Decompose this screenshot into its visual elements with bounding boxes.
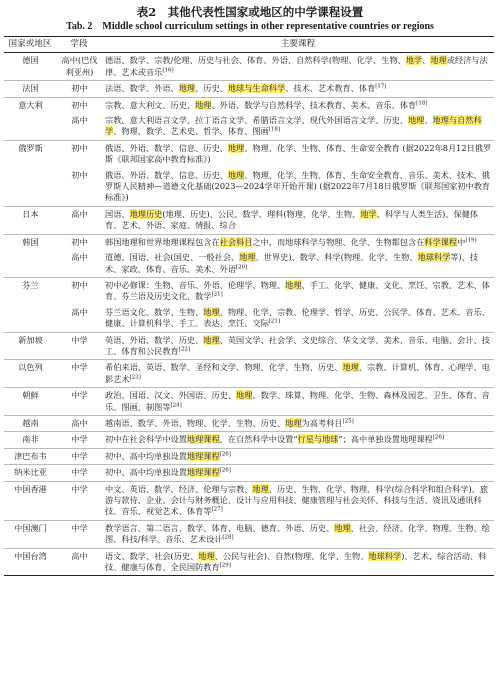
header-stage: 学段 <box>56 37 102 53</box>
citation-ref: [16] <box>162 67 174 74</box>
row-courses <box>102 206 494 234</box>
row-courses <box>102 481 494 520</box>
course-text: 、公民与社会)、自然(物理、化学、生物、 <box>214 550 369 561</box>
table-row <box>4 234 494 250</box>
course-text: 、社会、经济、化学、物理、生物、绘图、科技/科学、音乐、艺术设计 <box>105 522 490 545</box>
table-row <box>4 465 494 481</box>
curriculum-table <box>4 36 494 576</box>
row-stage: 高中(巴伐利亚州) <box>56 53 102 81</box>
course-text: 宗教、意大利语言文学、拉丁语言文学、希腊语言文学、现代外国语言文学、历史、 <box>105 115 408 126</box>
citation-ref: [19] <box>465 236 477 243</box>
row-stage: 高中 <box>71 306 88 317</box>
row-courses <box>102 332 494 360</box>
course-text: 、物理、化学、生物、体育、生命安全教育、音乐、美术、技术、俄罗斯人民精神—道德文化基础(2023—2024学年开始开课) (据2022年7月18日俄罗斯《联邦国家初中教育标准》) <box>105 169 491 203</box>
citation-ref: [26] <box>219 451 231 458</box>
row-country: 津巴布韦 <box>4 448 56 464</box>
row-country: 德国 <box>4 53 56 81</box>
row-country <box>4 113 56 140</box>
table-title-en: Tab. 2 Middle school curriculum settings in other representative countries or regions <box>66 21 434 32</box>
row-stage: 高中 <box>56 415 102 431</box>
table-row <box>4 168 494 207</box>
table-row <box>4 520 494 548</box>
citation-ref: [18] <box>268 126 281 133</box>
row-stage: 中学 <box>56 332 102 360</box>
row-country: 中国香港 <box>4 481 56 520</box>
citation-ref: [21] <box>211 291 223 298</box>
course-text: 初中、高中均单独设置 <box>105 450 187 461</box>
header-country: 国家或地区 <box>4 37 56 53</box>
table-row <box>4 250 494 277</box>
course-text: 、 <box>422 55 431 66</box>
row-courses <box>102 81 494 97</box>
row-country: 意大利 <box>4 97 56 113</box>
citation-ref: [25] <box>342 418 354 425</box>
row-courses <box>102 548 494 576</box>
course-text: 中 <box>457 236 466 247</box>
course-text: 、世界史)、数学、科学(物理、化学、生物、 <box>255 252 418 263</box>
highlighted-term: 社会科目 <box>219 236 253 247</box>
row-stage: 中学 <box>56 360 102 388</box>
course-text: 等)、技术、家政、体育、音乐、美术、外语 <box>105 252 479 274</box>
course-text: )、艺术、综合活动、科技、健康与体育、全民国防教育 <box>105 550 487 573</box>
row-country: 中国台湾 <box>4 548 56 576</box>
row-country: 俄罗斯 <box>4 140 56 167</box>
course-text: 、科学与人类生活)、保健体育、艺术、外语、家庭、情报、综合 <box>105 208 479 231</box>
row-country: 越南 <box>4 415 56 431</box>
table-row <box>4 415 494 431</box>
highlighted-term: 地理 <box>252 483 269 494</box>
highlighted-term: 地理 <box>178 83 196 94</box>
course-text: 为高考科目 <box>301 417 343 428</box>
highlighted-term: 地理 <box>430 55 447 66</box>
table-row <box>4 206 494 234</box>
highlighted-term: 地理 <box>342 362 359 373</box>
row-courses <box>102 140 494 167</box>
course-text: 初中必修课：生物、音乐、外语、伦理学、物理、 <box>105 279 286 290</box>
table-row <box>4 113 494 140</box>
citation-ref: [18] <box>416 99 428 106</box>
table-title-cn: 表2 其他代表性国家或地区的中学课程设置 <box>136 5 364 19</box>
course-text: 、历史、生物、化学、物理、科学(综合科学和组合科学)、旅游与款待、企业、会计与财务概论、设计与应用科技、健康管理与社会关怀、科技与生活、资讯及通讯科技、音乐、视觉艺术、体育等 <box>105 483 489 517</box>
course-text: 、物理、化学、生物、体育、生命安全教育 (据2022年8月12日俄罗斯《联邦国家高中教育标准》) <box>105 142 492 165</box>
row-stage: 初中 <box>56 277 102 304</box>
table-row <box>4 305 494 332</box>
highlighted-term: 地理课程 <box>186 467 220 478</box>
course-text: 初中在社会科学中设置 <box>105 434 187 445</box>
row-country: 南非 <box>4 432 56 448</box>
row-courses <box>102 234 494 250</box>
row-stage: 中学 <box>56 388 102 416</box>
row-stage: 中学 <box>56 448 102 464</box>
highlighted-term: 地学 <box>405 55 423 66</box>
row-courses <box>102 465 494 481</box>
course-text: 、外语、数学与自然科学、技术教育、美术、音乐、体育 <box>211 99 417 110</box>
course-text: ，在自然科学中设置“ <box>219 434 298 445</box>
citation-ref: [29] <box>219 562 231 569</box>
row-stage: 中学 <box>56 520 102 548</box>
header-courses: 主要课程 <box>102 37 494 53</box>
table-body <box>4 53 494 576</box>
highlighted-term: 地理 <box>236 390 253 401</box>
highlighted-term: 地理 <box>198 550 215 561</box>
course-text: 法语、数学、外语、 <box>105 83 179 94</box>
course-text: 语文、数学、社会(历史、 <box>105 550 199 561</box>
course-text: 初中、高中均单独设置 <box>105 467 187 478</box>
highlighted-term: 地理 <box>227 142 245 153</box>
table-row <box>4 81 494 97</box>
table-row <box>4 481 494 520</box>
highlighted-term: 地理 <box>407 115 425 126</box>
table-row <box>4 448 494 464</box>
row-courses <box>102 520 494 548</box>
highlighted-term: 地理 <box>195 99 212 110</box>
row-stage: 中学 <box>56 481 102 520</box>
row-stage: 初中 <box>71 169 88 180</box>
citation-ref: [28] <box>222 534 234 541</box>
course-text: 俄语、外语、数学、信息、历史、 <box>105 142 228 153</box>
row-stage: 中学 <box>56 432 102 448</box>
row-stage: 中学 <box>56 465 102 481</box>
citation-ref: [26] <box>432 434 445 441</box>
row-country: 韩国 <box>4 234 56 250</box>
row-courses <box>102 448 494 464</box>
table-row <box>4 97 494 113</box>
course-text: 道德、国语、社会(国史、一般社会、 <box>105 252 240 263</box>
highlighted-term: 地球科学 <box>417 252 451 263</box>
row-country <box>4 250 56 277</box>
course-text: 教学语言、第二语言、数学、体育、电脑、德育、外语、历史、 <box>105 522 335 533</box>
course-text: 或经济与法律、艺术或音乐 <box>105 55 488 77</box>
row-courses <box>102 415 494 431</box>
highlighted-term: 科学课程 <box>424 236 458 247</box>
course-text: 希伯来语、英语、数学、圣经和文学、物理、化学、生物、历史、 <box>105 362 343 373</box>
table-row <box>4 53 494 81</box>
course-text: 俄语、外语、数学、信息、历史、 <box>105 169 228 180</box>
course-text: 、历史、 <box>195 83 228 94</box>
course-text: 、手工、化学、健康、文化、烹饪、宗教、艺术、体育、芬兰语及历史文化、数学 <box>105 279 490 302</box>
row-country: 法国 <box>4 81 56 97</box>
course-text: 、物理、化学、宗教、伦理学、哲学、历史、公民学、体育、艺术、音乐、健康、计算机科学、手工、表达、烹饪、交际 <box>105 306 490 329</box>
row-country <box>4 168 56 207</box>
highlighted-term: 地球与生命科学 <box>227 83 286 94</box>
highlighted-term: 地球科学 <box>368 550 402 561</box>
highlighted-term: 地理 <box>334 522 351 533</box>
table-row <box>4 140 494 167</box>
row-courses <box>102 432 494 448</box>
table-row <box>4 332 494 360</box>
row-stage: 高中 <box>71 115 88 126</box>
highlighted-term: 地理 <box>203 306 220 317</box>
citation-ref: [21] <box>268 318 281 325</box>
row-courses <box>102 53 494 81</box>
course-text: (地理、历史)、公民、数学、理科(物理、化学、生物、 <box>162 208 361 219</box>
row-country: 朝鲜 <box>4 388 56 416</box>
course-text: 芬兰语文化、数学、生物、 <box>105 306 204 317</box>
row-courses <box>102 97 494 113</box>
row-courses <box>102 250 494 277</box>
row-courses <box>102 360 494 388</box>
citation-ref: [23] <box>129 374 141 381</box>
row-stage: 高中 <box>56 548 102 576</box>
course-text: 、技术、艺术教育、体育 <box>285 83 376 94</box>
row-stage: 高中 <box>56 206 102 234</box>
highlighted-term: 地学 <box>360 208 377 219</box>
row-courses <box>102 277 494 304</box>
citation-ref: [26] <box>219 467 231 474</box>
course-text: ”；高中单独设置地理课程 <box>338 434 433 445</box>
course-text: 中文、英语、数学、经济、伦理与宗教、 <box>105 483 253 494</box>
course-text: 、宗教、计算机、体育、心理学、电影艺术 <box>105 362 490 384</box>
row-stage: 初中 <box>56 81 102 97</box>
row-stage: 高中 <box>71 252 88 263</box>
course-text: 越南语、数学、外语、物理、化学、生物、历史、 <box>105 417 286 428</box>
table-row <box>4 548 494 576</box>
citation-ref: [24] <box>170 401 182 408</box>
highlighted-term: 地理 <box>285 279 302 290</box>
row-country: 以色列 <box>4 360 56 388</box>
course-text: 国语、 <box>105 208 130 219</box>
course-text: 之中，而地球科学与物理、化学、生物都包含在 <box>252 236 425 247</box>
course-text: 政治、国语、汉文、外国语、历史、 <box>105 390 237 401</box>
row-country: 新加坡 <box>4 332 56 360</box>
row-country: 中国澳门 <box>4 520 56 548</box>
row-stage: 初中 <box>56 140 102 167</box>
citation-ref: [27] <box>211 506 223 513</box>
course-text: 德语、数学、宗教/伦理、历史与社会、体育、外语、自然科学(物理、化学、生物、 <box>105 55 406 66</box>
table-row <box>4 360 494 388</box>
row-courses <box>102 168 494 207</box>
highlighted-term: 地理与自然科学 <box>105 115 482 137</box>
row-courses <box>102 388 494 416</box>
row-country: 纳米比亚 <box>4 465 56 481</box>
row-courses <box>102 113 494 140</box>
course-text: 、 <box>424 115 433 126</box>
course-text: 、数学、珠算、物理、化学、生物、森林及园艺、卫生、体育、音乐、图画、制图等 <box>105 390 490 412</box>
citation-ref: [20] <box>236 263 248 270</box>
course-text: 、物理、数学、艺术史、哲学、体育、图画 <box>113 126 269 137</box>
highlighted-term: 行星与地球 <box>297 434 339 445</box>
highlighted-term: 地理 <box>285 417 302 428</box>
row-stage: 初中 <box>56 234 102 250</box>
table-header-row <box>4 37 494 53</box>
highlighted-term: 地理 <box>227 169 245 180</box>
highlighted-term: 地理 <box>239 252 256 263</box>
highlighted-term: 地理历史 <box>129 208 163 219</box>
highlighted-term: 地理 <box>203 334 220 345</box>
row-stage: 初中 <box>56 97 102 113</box>
highlighted-term: 地理课程 <box>186 434 220 445</box>
table-row <box>4 388 494 416</box>
row-country: 芬兰 <box>4 277 56 304</box>
table-row <box>4 432 494 448</box>
row-courses <box>102 305 494 332</box>
course-text: 、英国文学、社会学、文史综合、华文文学、美术、音乐、电脑、会计、技工、体育和公民教育 <box>105 334 490 356</box>
course-text: 韩国地理和世界地理课程包含在 <box>105 236 220 247</box>
row-country: 日本 <box>4 206 56 234</box>
course-text: 宗教、意大利文、历史、 <box>105 99 196 110</box>
table-row <box>4 277 494 304</box>
citation-ref: [22] <box>178 346 190 353</box>
row-country <box>4 305 56 332</box>
citation-ref: [17] <box>375 83 387 90</box>
course-text: 英语、外语、数学、历史、 <box>105 334 204 345</box>
highlighted-term: 地理课程 <box>186 450 220 461</box>
